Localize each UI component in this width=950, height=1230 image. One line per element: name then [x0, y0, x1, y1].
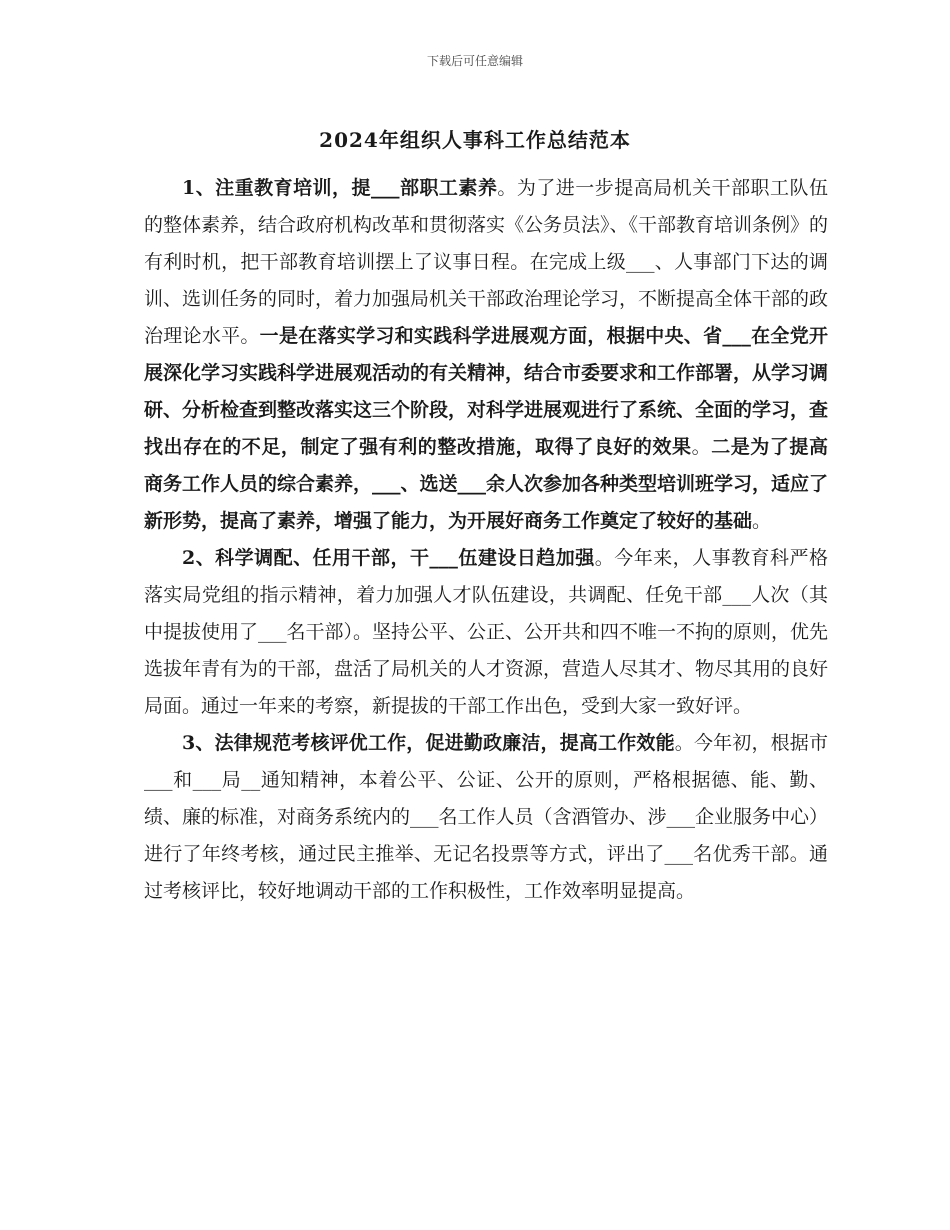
paragraph-1-heading: 1、注重教育培训，提___部职工素养	[182, 177, 498, 199]
paragraph-1-text: 。为了进一步提高局机关干部职工队伍的整体素养，结合政府机构改革和贯彻落实《公务员法》、《干部教育培训条例》的有利时机，把干部教育培训摆上了议事日程。在完成上级___、人事部门下达的调训、选训任务的同时，着力加强局机关干部政治理论学习，不断提高全体干部的政治理论水平。	[144, 177, 829, 347]
paragraph-1	[144, 170, 828, 540]
document-title: 2024年组织人事科工作总结范本	[319, 128, 631, 152]
paragraph-1-point-two: 二是为了提高商务工作人员的综合素养，___、选送___余人次参加各种类型培训班学习，适应了新形势，提高了素养，增强了能力，为开展好商务工作奠定了较好的基础	[144, 436, 829, 532]
paragraph-2-text: 。今年来，人事教育科严格落实局党组的指示精神，着力加强人才队伍建设，共调配、任免干部___人次（其中提拔使用了___名干部）。坚持公平、公正、公开共和四不唯一不拘的原则，优先选拔年青有为的干部，盘活了局机关的人才资源，营造人尽其才、物尽其用的良好局面。通过一年来的考察，新提拔的干部工作出色，受到大家一致好评。	[144, 547, 829, 717]
paragraph-3-heading: 3、法律规范考核评优工作，促进勤政廉洁，提高工作效能	[182, 732, 675, 754]
paragraph-2	[144, 540, 828, 725]
paragraph-1-point-one: 一是在落实学习和实践科学进展观方面，根据中央、省___在全党开展深化学习实践科学进展观活动的有关精神，结合市委要求和工作部署，从学习调研、分析检查到整改落实这三个阶段，对科学进展观进行了系统、全面的学习，查找出存在的不足，制定了强有利的整改措施，取得了良好的效果	[144, 325, 829, 458]
page-header-note: 下载后可任意编辑	[426, 54, 523, 68]
paragraph-2-heading: 2、科学调配、任用干部，干___伍建设日趋加强	[182, 547, 595, 569]
paragraph-1-punct: 。	[691, 436, 712, 458]
paragraph-3-text: 。今年初，根据市___和___局__通知精神，本着公平、公证、公开的原则，严格根据德、能、勤、绩、廉的标准，对商务系统内的___名工作人员（含酒管办、涉___企业服务中心）进行了年终考核，通过民主推举、无记名投票等方式，评出了___名优秀干部。通过考核评比，较好地调动干部的工作积极性，工作效率明显提高。	[144, 732, 829, 902]
document-body	[144, 170, 828, 910]
paragraph-3	[144, 725, 828, 910]
paragraph-1-end: 。	[752, 510, 772, 532]
